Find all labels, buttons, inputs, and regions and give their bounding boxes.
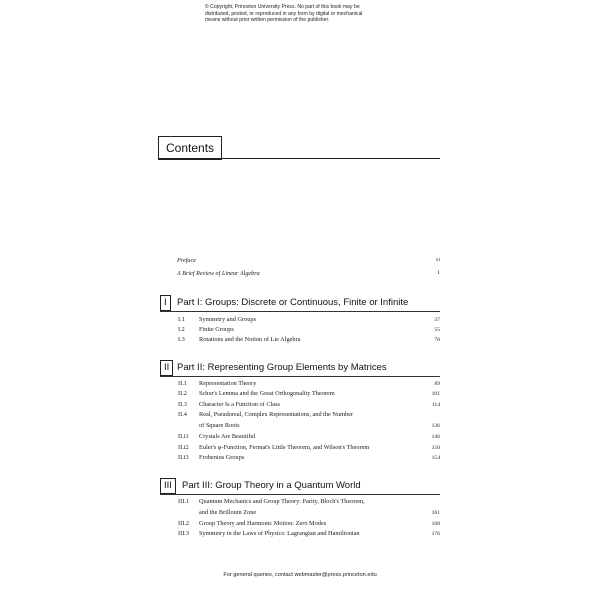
toc-entry-title: Schur's Lemma and the Great Orthogonality Theorem (199, 390, 335, 397)
toc-entry-number: III.1 (178, 498, 190, 505)
footer-contact: For general queries, contact webmaster@press.princeton.edu (223, 572, 377, 578)
toc-entry-title: Crystals Are Beautiful (199, 433, 256, 440)
toc-entry-title: Finite Groups (199, 326, 234, 333)
toc-entry-number: II.i1 (178, 433, 189, 440)
toc-entry-preface[interactable] (177, 257, 440, 267)
toc-entry-number: II.i2 (178, 444, 189, 451)
toc-page-number: 55 (434, 327, 440, 333)
toc-entry[interactable] (178, 335, 440, 345)
toc-entry-title: Representation Theory (199, 380, 257, 387)
part-title: Part I: Groups: Discrete or Continuous, Finite or Infinite (177, 297, 409, 308)
toc-page-number: 37 (434, 317, 440, 323)
toc-entry-linear-algebra[interactable] (177, 270, 440, 280)
part-numeral: II (160, 360, 173, 376)
toc-page-number: 136 (431, 423, 440, 429)
toc-entry[interactable] (178, 519, 440, 529)
toc-entry-number: III.2 (178, 520, 190, 527)
toc-entry[interactable] (178, 410, 440, 430)
toc-entry-number: II.3 (178, 401, 187, 408)
toc-entry[interactable] (178, 453, 440, 463)
toc-entry-title: Quantum Mechanics and Group Theory: Parity, Bloch's Theorem, (199, 498, 365, 505)
contents-title: Contents (158, 136, 222, 160)
toc-page-number: 89 (434, 381, 440, 387)
toc-entry[interactable] (178, 379, 440, 389)
part-heading-3[interactable] (160, 478, 450, 494)
toc-entry-number: I.2 (178, 326, 185, 333)
toc-entry-title: Preface (177, 257, 197, 264)
copyright-line: means without prior written permission of the publisher. (205, 17, 330, 24)
toc-page-number: 101 (431, 391, 440, 397)
toc-entry-number: II.2 (178, 390, 187, 397)
part-numeral: I (160, 295, 171, 311)
toc-entry-title: Rotations and the Notion of Lie Algebra (199, 336, 301, 343)
toc-entry-title-continued: of Square Roots (199, 422, 240, 429)
toc-entry[interactable] (178, 529, 440, 539)
toc-entry-number: III.3 (178, 530, 190, 537)
toc-entry-number: II.i3 (178, 454, 189, 461)
toc-page-number: 168 (431, 521, 440, 527)
toc-page-number: 1 (437, 270, 440, 276)
toc-entry[interactable] (178, 400, 440, 410)
contents-heading (158, 136, 440, 160)
part-rule (160, 376, 440, 377)
toc-entry-title: Symmetry in the Laws of Physics: Lagrangian and Hamiltonian (199, 530, 360, 537)
toc-entry-title: A Brief Review of Linear Algebra (177, 270, 260, 277)
toc-entry[interactable] (178, 432, 440, 442)
toc-entry-title-continued: and the Brillouin Zone (199, 509, 257, 516)
toc-entry-title: Character Is a Function of Class (199, 401, 280, 408)
toc-entry-number: II.1 (178, 380, 187, 387)
copyright-notice (205, 4, 405, 24)
toc-entry[interactable] (178, 497, 440, 517)
toc-page-number: 161 (431, 510, 440, 516)
copyright-line: © Copyright, Princeton University Press. No part of this book may be (205, 4, 360, 10)
part-heading-2[interactable] (160, 360, 450, 376)
contents-rule (158, 158, 440, 159)
toc-entry-title: Frobenius Groups (199, 454, 245, 461)
toc-entry[interactable] (178, 389, 440, 399)
toc-entry-title: Euler's φ-Function, Fermat's Little Theorem, and Wilson's Theorem (199, 444, 370, 451)
toc-entry-number: I.1 (178, 316, 185, 323)
toc-page-number: 114 (431, 402, 440, 408)
toc-entry-title: Symmetry and Groups (199, 316, 257, 323)
toc-entry-number: I.3 (178, 336, 185, 343)
toc-page-number: 146 (431, 434, 440, 440)
toc-entry-title: Group Theory and Harmonic Motion: Zero Modes (199, 520, 327, 527)
toc-page-number: 176 (431, 531, 440, 537)
toc-page-number: 150 (431, 445, 440, 451)
part-rule (160, 494, 440, 495)
toc-entry[interactable] (178, 325, 440, 335)
part-numeral: III (160, 478, 176, 494)
toc-entry-number: II.4 (178, 411, 187, 418)
toc-entry[interactable] (178, 443, 440, 453)
toc-entry[interactable] (178, 315, 440, 325)
part-heading-1[interactable] (160, 295, 450, 311)
part-title: Part III: Group Theory in a Quantum World (182, 480, 361, 491)
part-rule (160, 311, 440, 312)
toc-page-number: 70 (434, 337, 440, 343)
toc-page-number: xi (435, 257, 440, 263)
toc-entry-title: Real, Pseudoreal, Complex Representations, and the Number (199, 411, 354, 418)
part-title: Part II: Representing Group Elements by Matrices (177, 362, 387, 373)
toc-page-number: 154 (431, 455, 440, 461)
copyright-line: distributed, posted, or reproduced in any form by digital or mechanical (205, 10, 363, 17)
